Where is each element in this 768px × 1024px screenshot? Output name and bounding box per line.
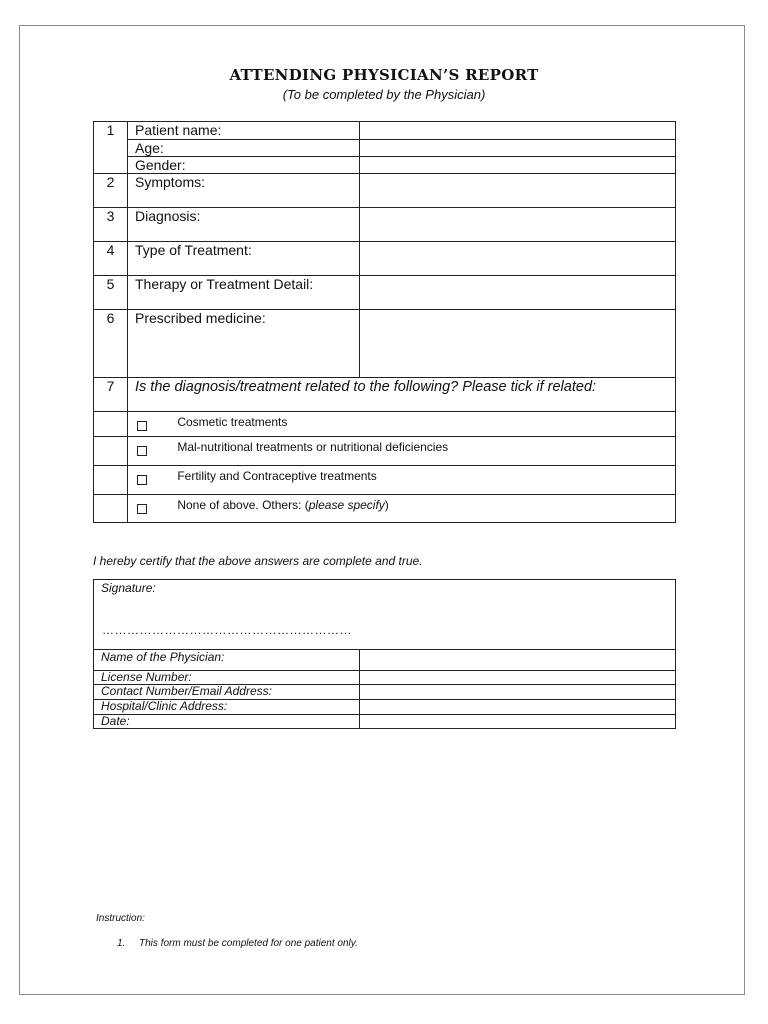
table-row [94, 671, 676, 685]
table-row [94, 700, 676, 715]
row-number: 4 [94, 242, 128, 276]
row-number: 7 [94, 378, 128, 412]
option-none-suffix: ) [384, 498, 389, 512]
address-field[interactable] [360, 700, 676, 715]
signature-line: …………………………………………………… [102, 623, 352, 637]
option-malnutrition [128, 437, 676, 466]
instruction-number: 1. [117, 938, 126, 949]
table-row [94, 174, 676, 208]
row-number: 5 [94, 276, 128, 310]
table-row [94, 122, 676, 140]
checkbox-fertility[interactable] [137, 475, 147, 485]
checkbox-cosmetic[interactable] [137, 421, 147, 431]
date-field[interactable] [360, 715, 676, 729]
patient-name-field[interactable] [360, 122, 676, 140]
signature-label: Signature: [101, 581, 156, 595]
diagnosis-label: Diagnosis: [128, 208, 360, 242]
option-label: Mal-nutritional treatments or nutritional deficiencies [177, 440, 449, 454]
row-number: 2 [94, 174, 128, 208]
option-label: Fertility and Contraceptive treatments [177, 469, 377, 483]
form-title: ATTENDING PHYSICIAN’S REPORT [229, 66, 539, 84]
symptoms-label: Symptoms: [128, 174, 360, 208]
treatment-type-field[interactable] [360, 242, 676, 276]
related-question-label: Is the diagnosis/treatment related to the following? Please tick if related: [128, 378, 676, 412]
address-label: Hospital/Clinic Address: [94, 700, 360, 715]
option-none-prefix: None of above. Others: ( [177, 498, 309, 512]
physician-name-label: Name of the Physician: [94, 650, 360, 671]
patient-name-label: Patient name: [128, 122, 360, 140]
table-row [94, 437, 676, 466]
option-cosmetic [128, 412, 676, 437]
contact-label: Contact Number/Email Address: [94, 685, 360, 700]
row-number: 3 [94, 208, 128, 242]
empty-cell [94, 495, 128, 523]
gender-field[interactable] [360, 157, 676, 174]
option-none [128, 495, 676, 523]
row-number: 1 [94, 122, 128, 174]
empty-cell [94, 466, 128, 495]
table-row [94, 685, 676, 700]
date-label: Date: [94, 715, 360, 729]
table-row [94, 378, 676, 412]
license-label: License Number: [94, 671, 360, 685]
age-label: Age: [128, 140, 360, 157]
table-row [94, 412, 676, 437]
table-row [94, 242, 676, 276]
instruction-label: Instruction: [96, 913, 145, 924]
instruction-item [117, 938, 358, 949]
table-row [94, 140, 676, 157]
table-row [94, 650, 676, 671]
signature-field[interactable] [94, 580, 676, 650]
symptoms-field[interactable] [360, 174, 676, 208]
license-field[interactable] [360, 671, 676, 685]
table-row [94, 157, 676, 174]
empty-cell [94, 437, 128, 466]
table-row [94, 310, 676, 378]
instruction-text: This form must be completed for one patient only. [139, 938, 358, 949]
signature-table [93, 579, 676, 729]
physician-name-field[interactable] [360, 650, 676, 671]
option-none-specify: please specify [308, 498, 385, 512]
physician-report-table [93, 121, 676, 523]
option-label [177, 498, 388, 512]
option-fertility [128, 466, 676, 495]
table-row [94, 276, 676, 310]
form-subtitle: (To be completed by the Physician) [282, 87, 486, 102]
checkbox-none[interactable] [137, 504, 147, 514]
gender-label: Gender: [128, 157, 360, 174]
table-row [94, 495, 676, 523]
prescribed-medicine-label: Prescribed medicine: [128, 310, 360, 378]
prescribed-medicine-field[interactable] [360, 310, 676, 378]
table-row [94, 580, 676, 650]
table-row [94, 208, 676, 242]
diagnosis-field[interactable] [360, 208, 676, 242]
age-field[interactable] [360, 140, 676, 157]
table-row [94, 466, 676, 495]
certification-statement: I hereby certify that the above answers are complete and true. [93, 554, 423, 568]
checkbox-malnutrition[interactable] [137, 446, 147, 456]
row-number: 6 [94, 310, 128, 378]
treatment-detail-label: Therapy or Treatment Detail: [128, 276, 360, 310]
table-row [94, 715, 676, 729]
empty-cell [94, 412, 128, 437]
treatment-type-label: Type of Treatment: [128, 242, 360, 276]
treatment-detail-field[interactable] [360, 276, 676, 310]
option-label: Cosmetic treatments [177, 415, 288, 429]
contact-field[interactable] [360, 685, 676, 700]
